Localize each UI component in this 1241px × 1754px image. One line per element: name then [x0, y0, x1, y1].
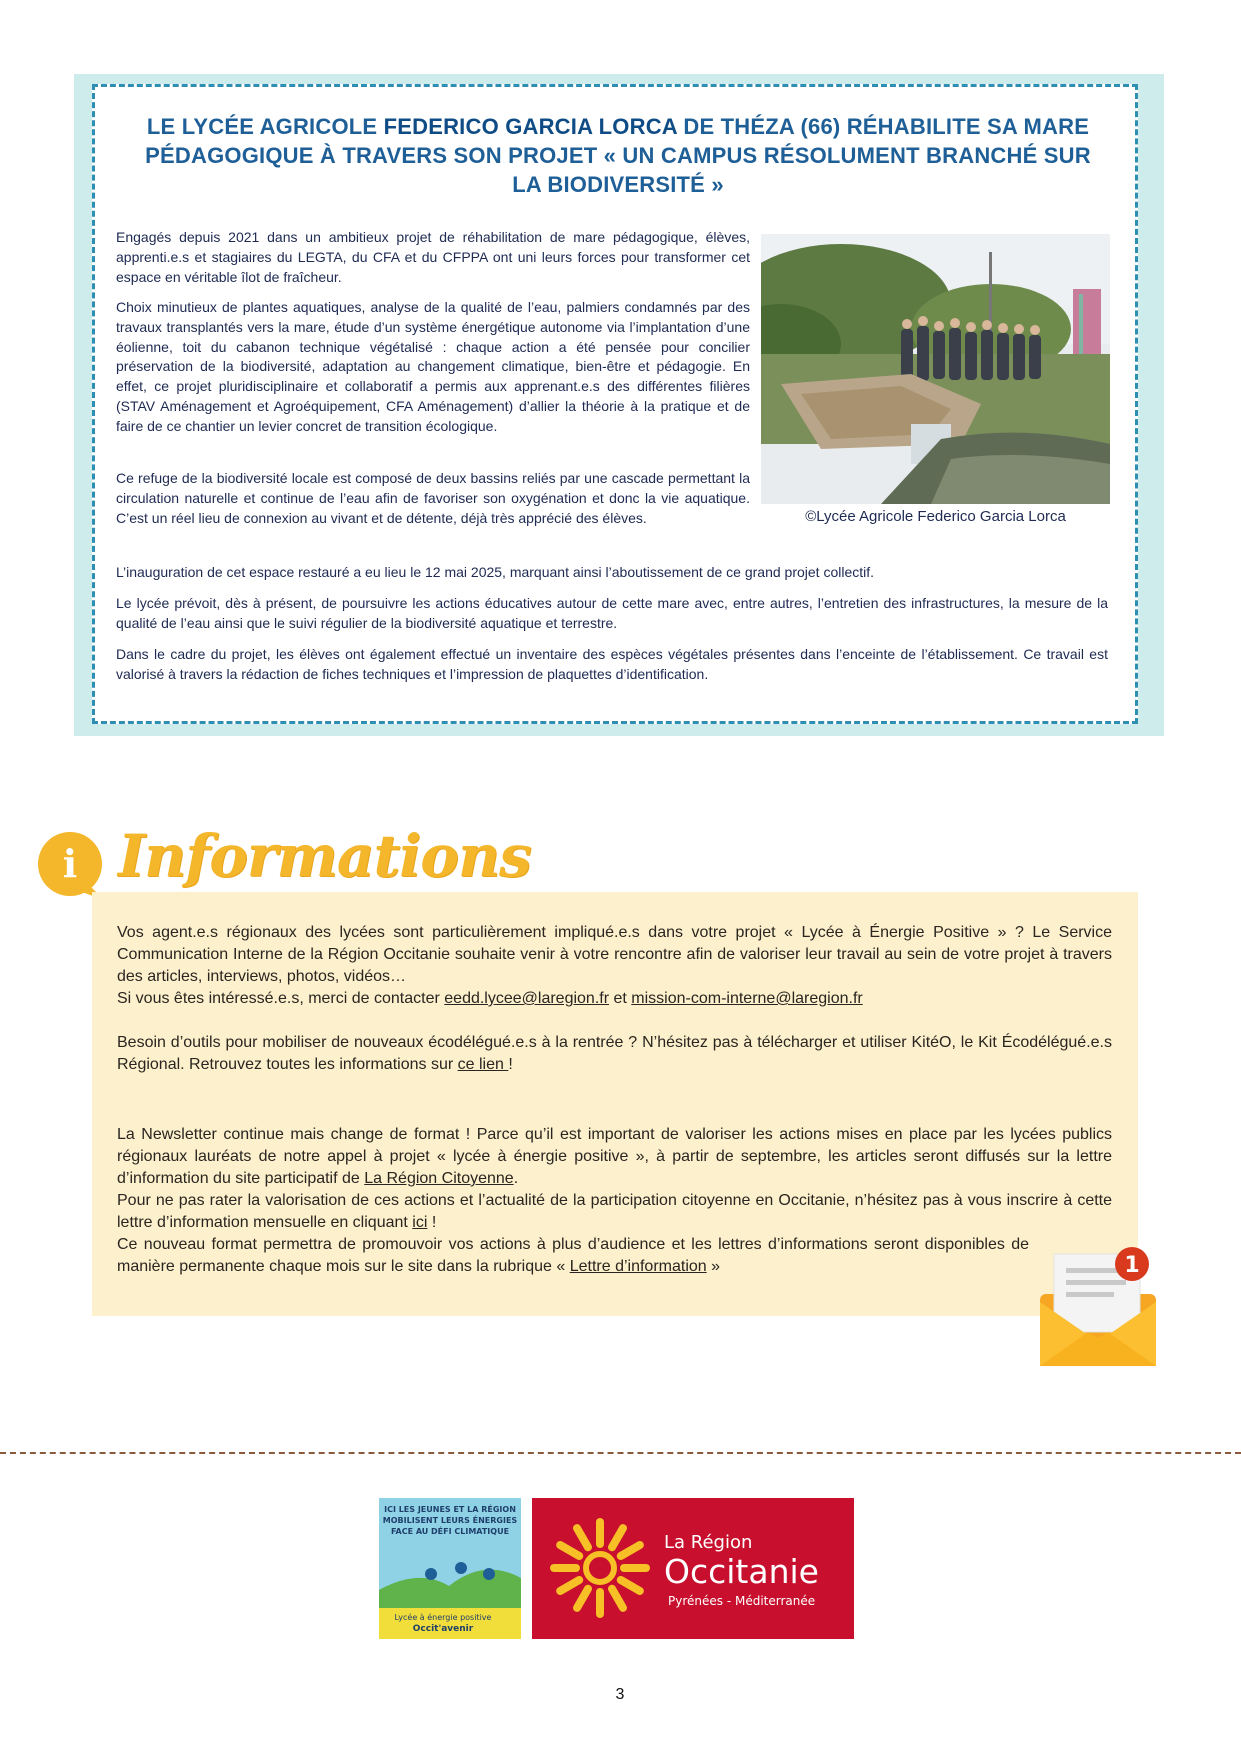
article-paragraph-3: Ce refuge de la biodiversité locale est composé de deux bassins reliés par une cascade permettant la circulation naturelle et continue de l’eau afin de favoriser son oxygénation et donc la vie aquatique. C’est un réel lieu de connexion au vivant et de détente, déjà très apprécié des élèves. [116, 470, 750, 526]
svg-text:Occit'avenir: Occit'avenir [412, 1624, 474, 1634]
info-paragraph-2: Besoin d’outils pour mobiliser de nouveaux écodélégué.e.s à la rentrée ? N’hésitez pas à télécharger et utiliser KitéO, le Kit Écodélégué.e.s Régional. Retrouvez toutes les informations sur ce lien ! [117, 1034, 1112, 1073]
svg-text:MOBILISENT LEURS ÉNERGIES: MOBILISENT LEURS ÉNERGIES [382, 1516, 518, 1525]
info-paragraph-3: La Newsletter continue mais change de format ! Parce qu’il est important de valoriser les actions mises en place par les lycées publics régionaux lauréats de notre appel à projet « lycée à énergie positive », à partir de septembre, les articles seront diffusés sur la lettre d’information du site participatif de La Région Citoyenne. Pour ne pas rater la valorisation de ces actions et l’actualité de la participation citoyenne en Occitanie, n’hésitez pas à vous inscrire à cette lettre d’information mensuelle en cliquant ici ! [117, 1126, 1112, 1231]
footer-separator [0, 1452, 1241, 1454]
region-logo-line-1: La Région [664, 1532, 753, 1553]
svg-text:ICI LES JEUNES ET LA RÉGION: ICI LES JEUNES ET LA RÉGION [384, 1505, 516, 1514]
svg-text:1: 1 [1124, 1253, 1140, 1278]
article-paragraph-6: Dans le cadre du projet, les élèves ont également effectué un inventaire des espèces végétales présentes dans l’enceinte de l’établissement. Ce travail est valorisé à travers la rédaction de fiches techniques et l’impression de plaquettes d’identification. [116, 646, 1108, 682]
subscribe-link[interactable]: ici [412, 1214, 428, 1231]
mail-notification-icon [1036, 1246, 1160, 1370]
svg-text:FACE AU DÉFI CLIMATIQUE: FACE AU DÉFI CLIMATIQUE [390, 1527, 510, 1536]
article-paragraph-2: Choix minutieux de plantes aquatiques, analyse de la qualité de l’eau, palmiers condamnés par des travaux transplantés vers la mare, étude d’un système énergétique autonome via l’implantation d’une éolienne, toit du cabanon technique végétalisé : chaque action a été pensée pour concilier préservation de la biodiversité, adaptation au changement climatique, bien-être et pédagogie. En effet, ce projet pluridisciplinaire et collaboratif a permis aux apprenant.e.s des différentes filières (STAV Aménagement et Agroéquipement, CFA Aménagement) d’allier la théorie à la pratique et de faire de ce chantier un levier concret de transition écologique. [116, 299, 750, 434]
info-paragraph-1: Vos agent.e.s régionaux des lycées sont particulièrement impliqué.e.s dans votre projet « Lycée à Énergie Positive » ? Le Service Communication Interne de la Région Occitanie souhaite venir à votre rencontre afin de valoriser leur travail au sein de votre projet à travers des articles, interviews, photos, vidéos… Si vous êtes intéressé.e.s, merci de contacter eedd.lycee@laregion.fr et mission-com-interne@laregion.fr [117, 924, 1112, 1007]
email-link-com-interne[interactable]: mission-com-interne@laregion.fr [631, 990, 863, 1007]
lycee-energie-positive-logo [379, 1498, 521, 1639]
email-link-eedd[interactable]: eedd.lycee@laregion.fr [444, 990, 610, 1007]
article-paragraph-1: Engagés depuis 2021 dans un ambitieux projet de réhabilitation de mare pédagogique, élèves, apprenti.e.s et stagiaires du LEGTA, du CFA et du CFPPA ont uni leurs forces pour transformer cet espace en véritable îlot de fraîcheur. [116, 229, 750, 285]
region-logo-line-2: Occitanie [664, 1552, 819, 1591]
region-citoyenne-link[interactable]: La Région Citoyenne [364, 1170, 514, 1187]
info-heading: Informations [118, 822, 531, 890]
article-title: LE LYCÉE AGRICOLE FEDERICO GARCIA LORCA DE THÉZA (66) RÉHABILITE SA MARE PÉDAGOGIQUE À TRAVERS SON PROJET « UN CAMPUS RÉSOLUMENT BRANCHÉ SUR LA BIODIVERSITÉ » [145, 114, 1091, 197]
info-paragraph-5: Ce nouveau format permettra de promouvoir vos actions à plus d’audience et les lettres d’informations seront disponibles de manière permanente chaque mois sur le site dans la rubrique « Lettre d’information » [117, 1236, 1029, 1275]
pond-group-photo [761, 234, 1110, 504]
svg-text:Lycée à énergie positive: Lycée à énergie positive [394, 1613, 492, 1622]
article-title-highlight: FEDERICO GARCIA LORCA [383, 114, 678, 139]
photo-caption: ©Lycée Agricole Federico Garcia Lorca [805, 508, 1066, 525]
region-logo-line-3: Pyrénées - Méditerranée [668, 1594, 816, 1608]
newsletter-link[interactable]: Lettre d’information [569, 1258, 707, 1275]
svg-text:i: i [62, 841, 78, 886]
article-paragraph-4: L’inauguration de cet espace restauré a eu lieu le 12 mai 2025, marquant ainsi l’aboutissement de ce grand projet collectif. [116, 564, 875, 580]
article-paragraph-5: Le lycée prévoit, dès à présent, de poursuivre les actions éducatives autour de cette mare avec, entre autres, l’entretien des infrastructures, la mesure de la qualité de l’eau ainsi que le suivi régulier de la biodiversité aquatique et terrestre. [116, 595, 1108, 631]
kiteo-link[interactable]: ce lien [457, 1056, 509, 1073]
page-number: 3 [615, 1686, 625, 1703]
